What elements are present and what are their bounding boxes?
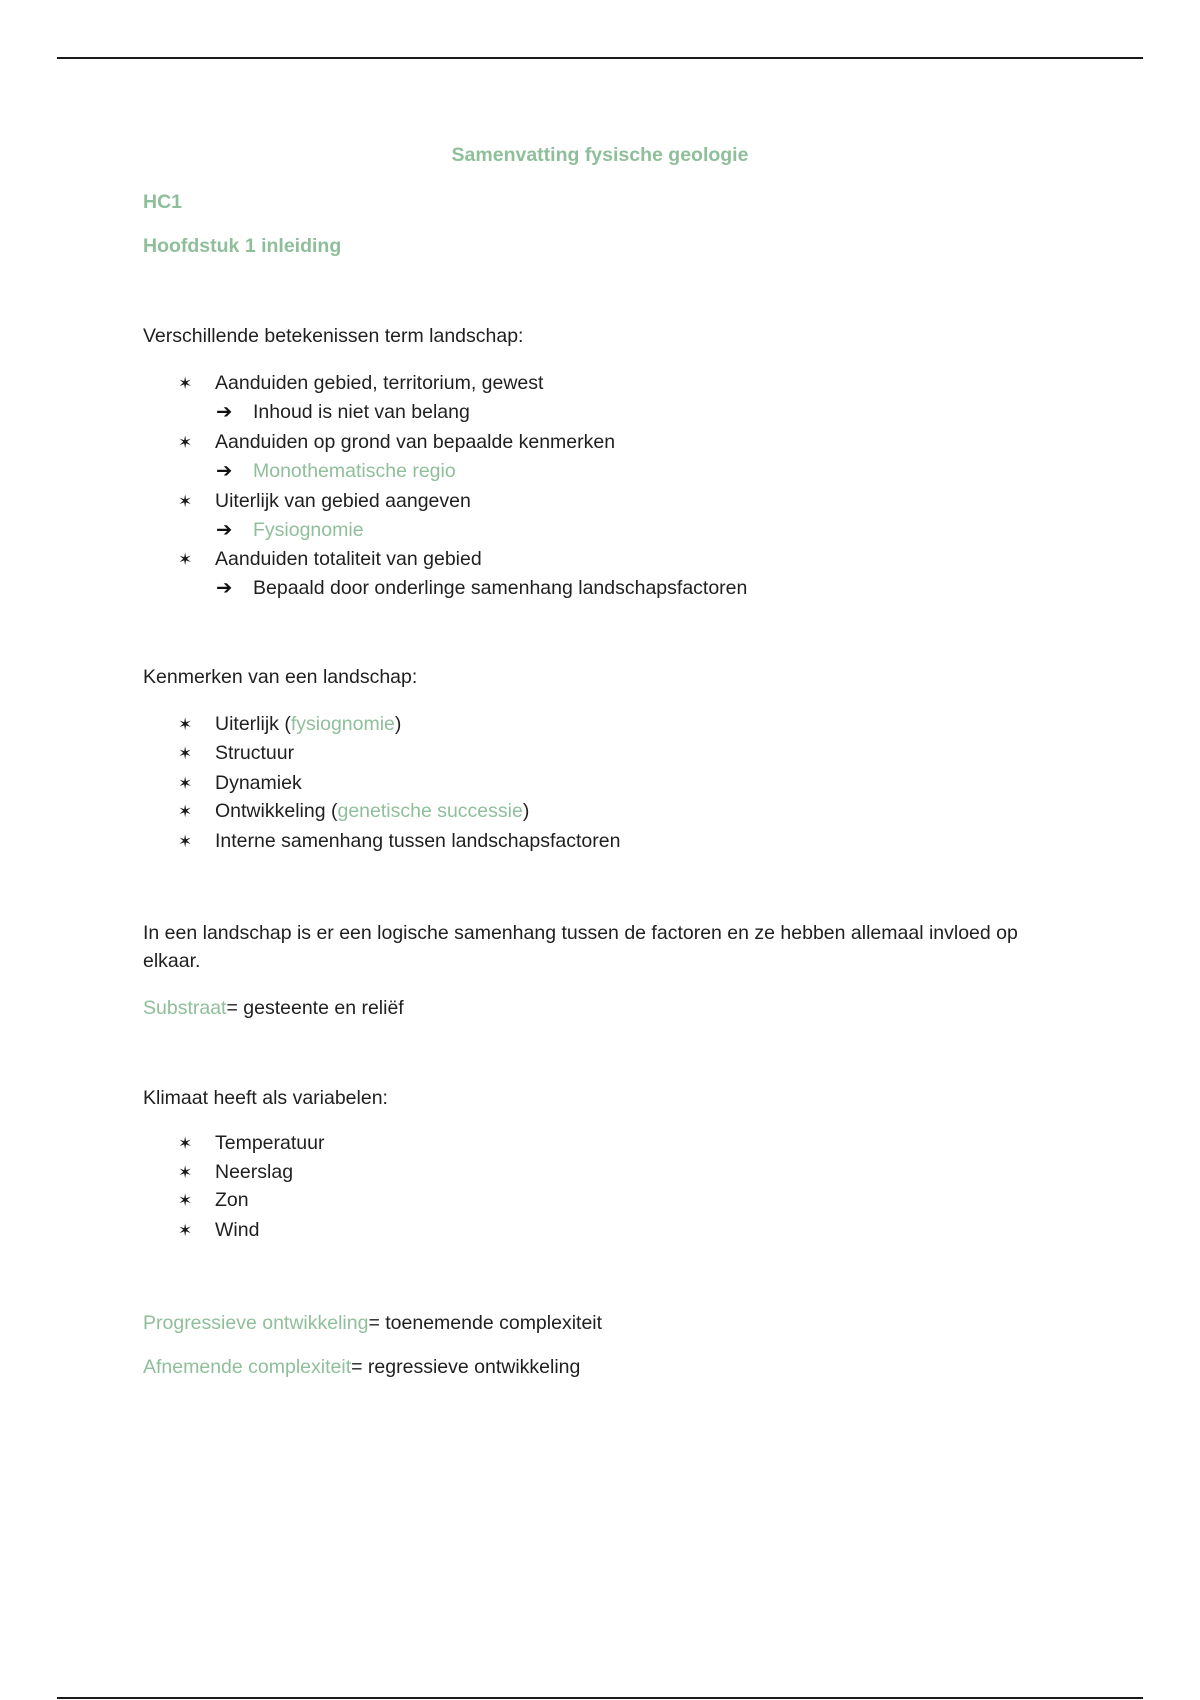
- footer-rule: [57, 1697, 1143, 1699]
- bullet-star-icon: ✶: [178, 1191, 193, 1210]
- list-sub-item: ➔ Fysiognomie: [216, 519, 364, 541]
- list-item: ✶ Aanduiden gebied, territorium, gewest: [178, 372, 544, 394]
- section2-intro: Kenmerken van een landschap:: [143, 666, 418, 688]
- arrow-right-icon: ➔: [216, 519, 233, 541]
- list-item: ✶ Ontwikkeling (genetische successie): [178, 800, 530, 822]
- arrow-right-icon: ➔: [216, 577, 233, 599]
- list-item: ✶ Zon: [178, 1189, 249, 1211]
- list-item: ✶ Temperatuur: [178, 1132, 325, 1154]
- bullet-star-icon: ✶: [178, 832, 193, 851]
- list-sub-item: ➔ Monothematische regio: [216, 460, 456, 482]
- bullet-star-icon: ✶: [178, 374, 193, 393]
- list-item: ✶ Dynamiek: [178, 772, 302, 794]
- definition-substraat: Substraat= gesteente en reliëf: [143, 997, 404, 1019]
- bullet-star-icon: ✶: [178, 802, 193, 821]
- section3-intro: Klimaat heeft als variabelen:: [143, 1087, 388, 1109]
- list-item: ✶ Uiterlijk van gebied aangeven: [178, 490, 471, 512]
- bullet-star-icon: ✶: [178, 744, 193, 763]
- chapter-heading: Hoofdstuk 1 inleiding: [143, 235, 342, 257]
- list-item: ✶ Aanduiden op grond van bepaalde kenmerken: [178, 431, 616, 453]
- bullet-star-icon: ✶: [178, 715, 193, 734]
- list-item: ✶ Uiterlijk (fysiognomie): [178, 713, 402, 735]
- bullet-star-icon: ✶: [178, 550, 193, 569]
- list-sub-item: ➔ Inhoud is niet van belang: [216, 401, 470, 423]
- bullet-star-icon: ✶: [178, 433, 193, 452]
- definition-regressive: Afnemende complexiteit= regressieve ontwikkeling: [143, 1356, 581, 1378]
- document-title: Samenvatting fysische geologie: [451, 144, 749, 166]
- arrow-right-icon: ➔: [216, 401, 233, 423]
- bullet-star-icon: ✶: [178, 492, 193, 511]
- section1-intro: Verschillende betekenissen term landschap:: [143, 325, 524, 347]
- bullet-star-icon: ✶: [178, 1134, 193, 1153]
- list-item: ✶ Neerslag: [178, 1161, 294, 1183]
- list-item: ✶ Aanduiden totaliteit van gebied: [178, 548, 482, 570]
- definition-progressive: Progressieve ontwikkeling= toenemende complexiteit: [143, 1312, 603, 1334]
- list-item: ✶ Wind: [178, 1219, 260, 1241]
- list-item: ✶ Structuur: [178, 742, 295, 764]
- bullet-star-icon: ✶: [178, 774, 193, 793]
- bullet-star-icon: ✶: [178, 1221, 193, 1240]
- header-rule: [57, 57, 1143, 59]
- hc-heading: HC1: [143, 191, 183, 213]
- list-item: ✶ Interne samenhang tussen landschapsfactoren: [178, 830, 621, 852]
- list-sub-item: ➔ Bepaald door onderlinge samenhang landschapsfactoren: [216, 577, 748, 599]
- body-paragraph: In een landschap is er een logische samenhang tussen de factoren en ze hebben allemaal invloed op elkaar.: [143, 922, 1018, 972]
- arrow-right-icon: ➔: [216, 460, 233, 482]
- bullet-star-icon: ✶: [178, 1163, 193, 1182]
